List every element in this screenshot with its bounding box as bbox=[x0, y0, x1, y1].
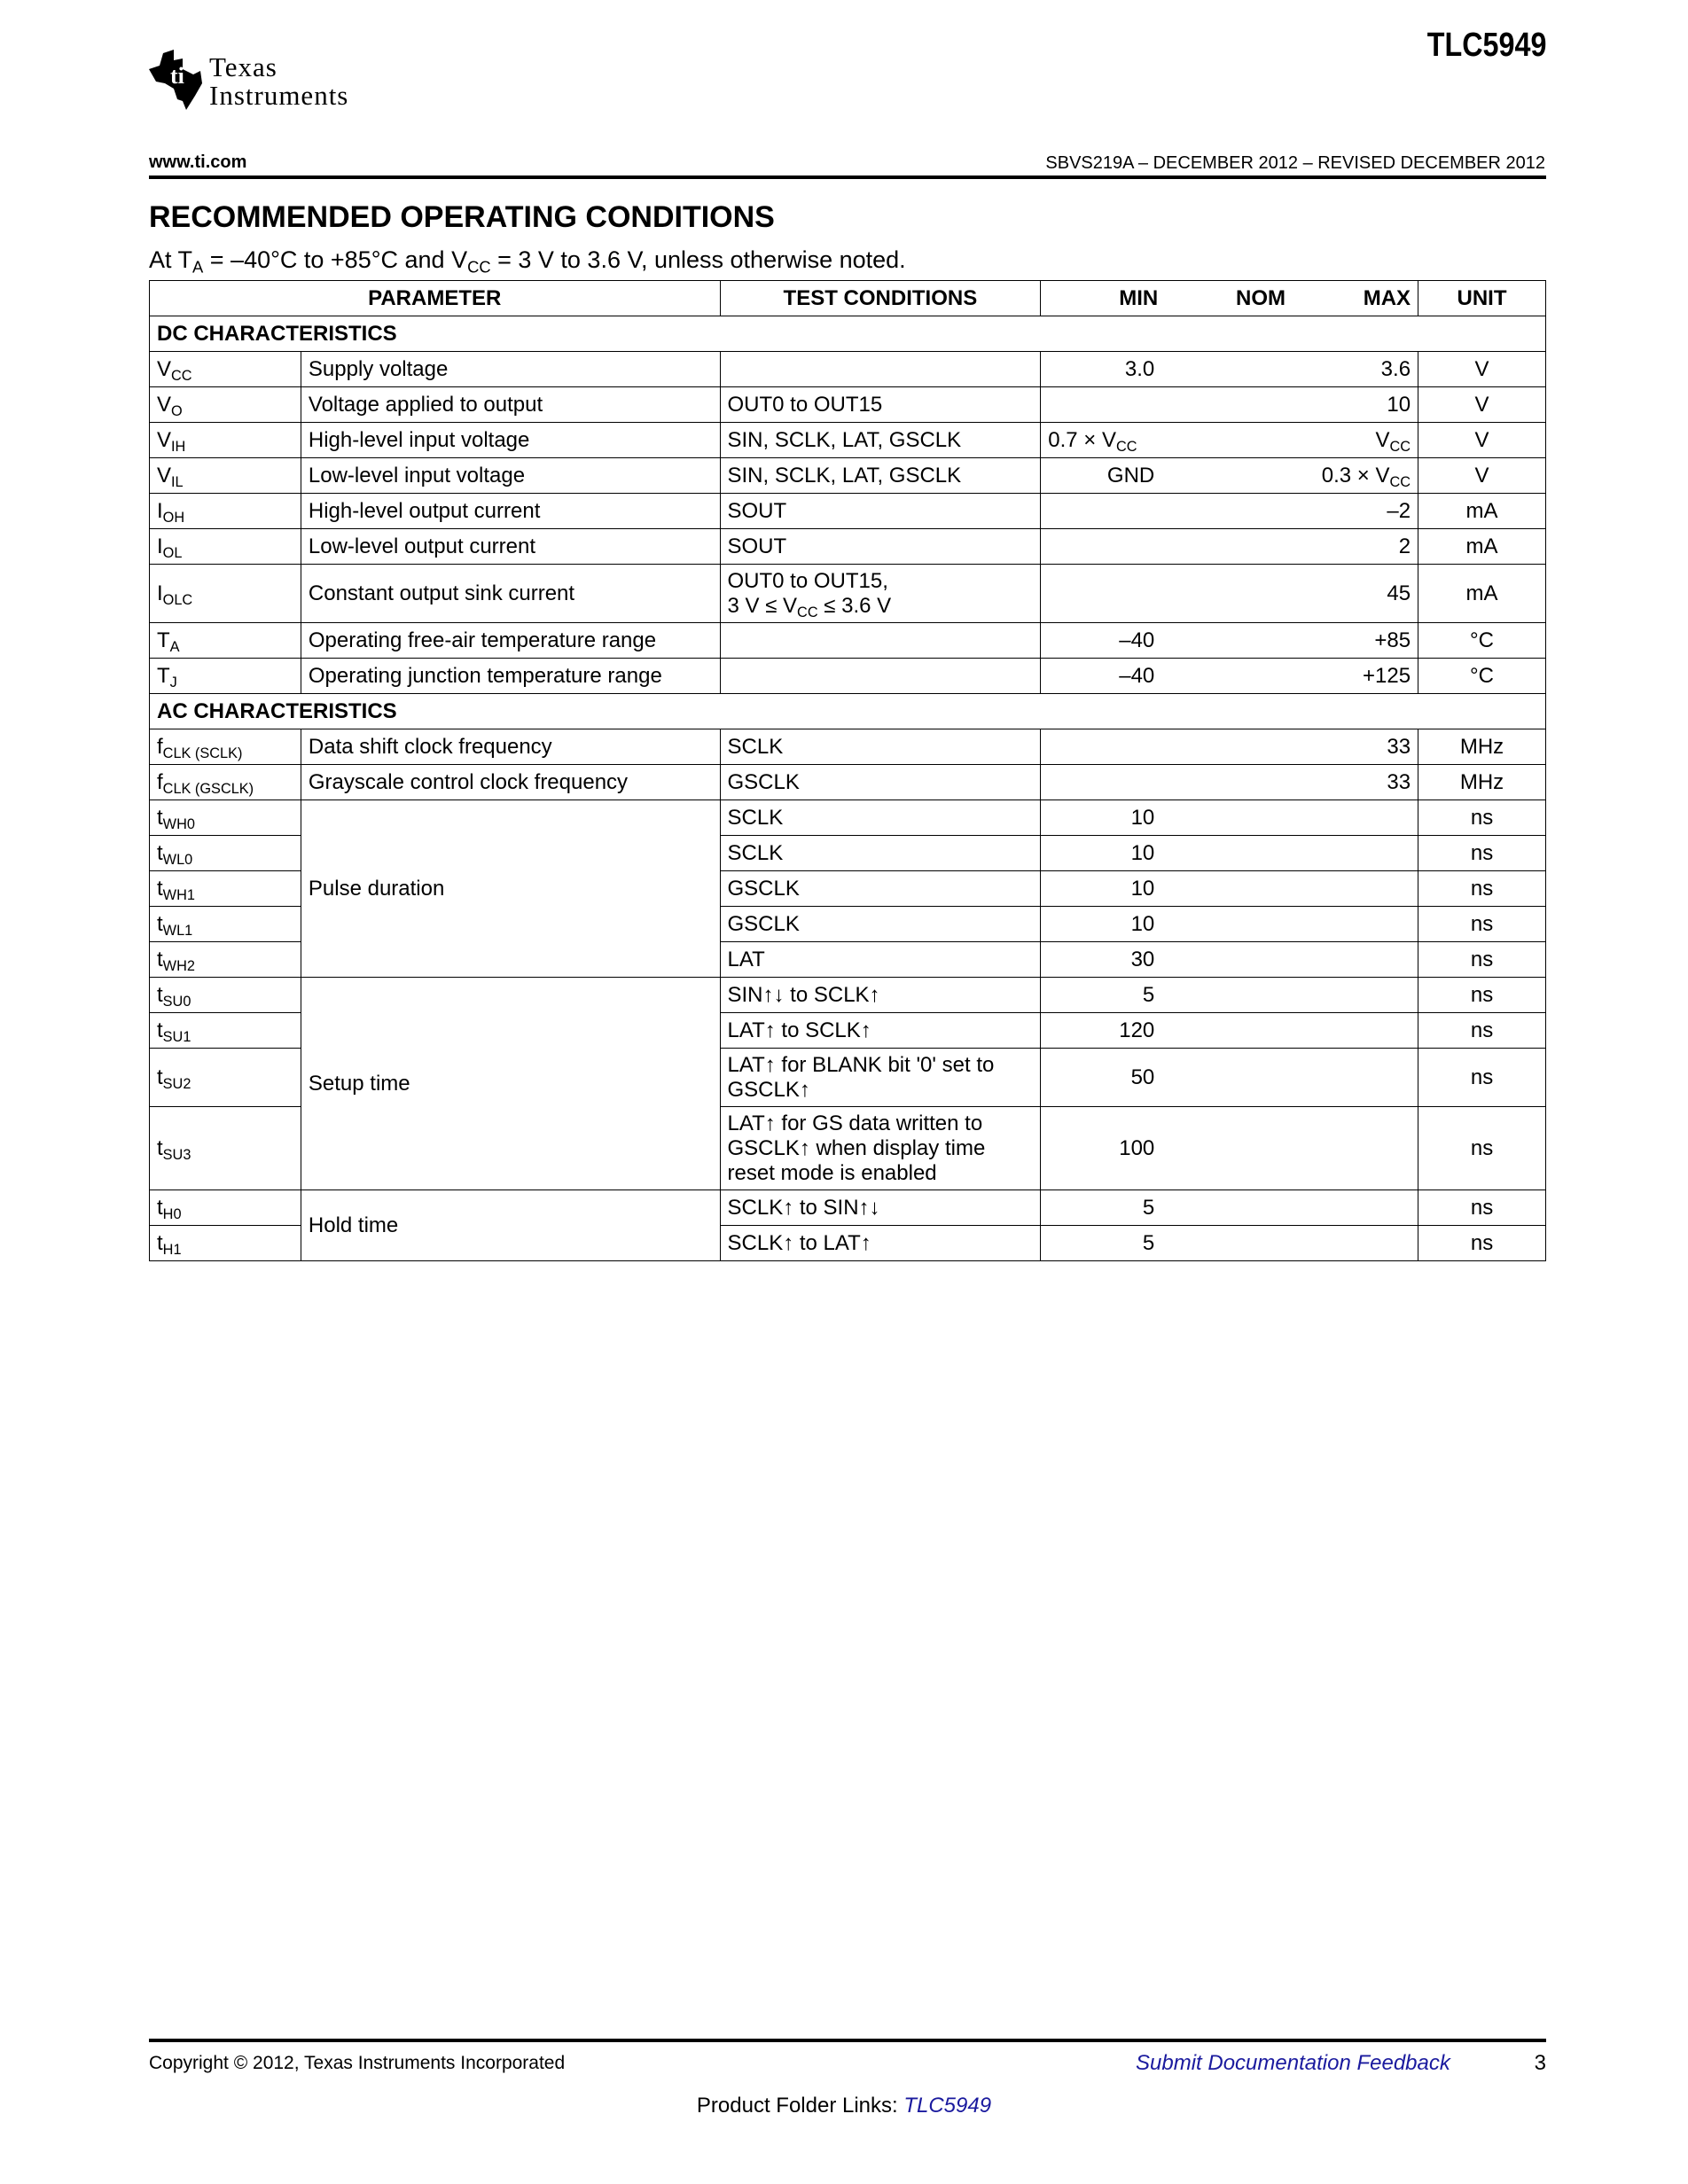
param-symbol: $V_{CC}$ bbox=[150, 352, 301, 387]
min-nom-max: 3.0 3.6 bbox=[1041, 352, 1418, 387]
min-value: 5 bbox=[1041, 978, 1418, 1013]
param-symbol: $T_A$ bbox=[150, 623, 301, 659]
section-row bbox=[150, 316, 1546, 352]
param-symbol: $t_{SU2}$ bbox=[150, 1049, 301, 1107]
param-description: Data shift clock frequency bbox=[301, 729, 720, 765]
param-description: Low-level output current bbox=[301, 529, 720, 565]
param-symbol: $t_{WH1}$ bbox=[150, 871, 301, 907]
min-value: 10 bbox=[1041, 800, 1418, 836]
unit: V bbox=[1418, 352, 1546, 387]
test-condition: LAT bbox=[720, 942, 1041, 978]
table-row bbox=[150, 659, 1546, 694]
unit: V bbox=[1418, 423, 1546, 458]
test-condition bbox=[720, 623, 1041, 659]
param-symbol: $t_{H1}$ bbox=[150, 1226, 301, 1261]
unit: V bbox=[1418, 458, 1546, 494]
table-row bbox=[150, 765, 1546, 800]
test-condition: GSCLK bbox=[720, 871, 1041, 907]
header-min-nom-max bbox=[1041, 281, 1418, 316]
test-condition: SCLK bbox=[720, 729, 1041, 765]
param-symbol: $I_{OLC}$ bbox=[150, 565, 301, 623]
unit: ns bbox=[1418, 800, 1546, 836]
ac-characteristics-heading: AC CHARACTERISTICS bbox=[150, 694, 1546, 729]
table-row bbox=[150, 529, 1546, 565]
unit: ns bbox=[1418, 1049, 1546, 1107]
unit: ns bbox=[1418, 907, 1546, 942]
section-row bbox=[150, 694, 1546, 729]
unit: mA bbox=[1418, 494, 1546, 529]
test-condition: SCLK bbox=[720, 800, 1041, 836]
header-nom: NOM bbox=[1235, 285, 1286, 310]
param-symbol: $V_{IH}$ bbox=[150, 423, 301, 458]
param-description: Hold time bbox=[301, 1190, 720, 1261]
table-row bbox=[150, 800, 1546, 836]
min-value: 10 bbox=[1041, 871, 1418, 907]
table-row bbox=[150, 494, 1546, 529]
unit: ns bbox=[1418, 871, 1546, 907]
header-rule bbox=[149, 176, 1546, 179]
test-condition: SIN, SCLK, LAT, GSCLK bbox=[720, 458, 1041, 494]
submit-feedback-link[interactable]: Submit Documentation Feedback bbox=[1136, 2051, 1450, 2075]
header-unit: UNIT bbox=[1418, 281, 1546, 316]
table-row bbox=[150, 352, 1546, 387]
unit: V bbox=[1418, 387, 1546, 423]
min-nom-max: –40 +85 bbox=[1041, 623, 1418, 659]
param-description: Setup time bbox=[301, 978, 720, 1190]
table-row bbox=[150, 978, 1546, 1013]
min-value: 5 bbox=[1041, 1190, 1418, 1226]
part-number: TLC5949 bbox=[1426, 27, 1546, 64]
param-symbol: $t_{SU3}$ bbox=[150, 1107, 301, 1190]
test-condition: SIN↑↓ to SCLK↑ bbox=[720, 978, 1041, 1013]
test-condition: SOUT bbox=[720, 529, 1041, 565]
test-condition: LAT↑ to SCLK↑ bbox=[720, 1013, 1041, 1049]
section-title: RECOMMENDED OPERATING CONDITIONS bbox=[149, 200, 775, 234]
operating-conditions-table bbox=[149, 280, 1546, 1261]
unit: mA bbox=[1418, 529, 1546, 565]
ti-logo-icon bbox=[147, 48, 204, 112]
product-folder-links bbox=[0, 2094, 1688, 2118]
unit: ns bbox=[1418, 978, 1546, 1013]
site-link[interactable]: www.ti.com bbox=[149, 152, 247, 172]
ti-logo bbox=[147, 46, 413, 117]
table-row bbox=[150, 729, 1546, 765]
param-symbol: $I_{OH}$ bbox=[150, 494, 301, 529]
unit: ns bbox=[1418, 1107, 1546, 1190]
header-min: MIN bbox=[1119, 285, 1159, 310]
min-nom-max: GND $0.3 \times V_{CC}$ bbox=[1041, 458, 1418, 494]
table-row bbox=[150, 623, 1546, 659]
header-parameter: PARAMETER bbox=[150, 281, 721, 316]
max-value: 2 bbox=[1041, 529, 1418, 565]
test-condition: OUT0 to OUT15 bbox=[720, 387, 1041, 423]
unit: ns bbox=[1418, 1013, 1546, 1049]
logo-line-2: Instruments bbox=[209, 80, 349, 111]
min-nom-max: –40 +125 bbox=[1041, 659, 1418, 694]
svg-text:ti: ti bbox=[170, 63, 184, 89]
copyright: Copyright © 2012, Texas Instruments Incorporated bbox=[149, 2053, 566, 2073]
param-symbol: $T_J$ bbox=[150, 659, 301, 694]
dc-characteristics-heading: DC CHARACTERISTICS bbox=[150, 316, 1546, 352]
test-condition: SCLK↑ to LAT↑ bbox=[720, 1226, 1041, 1261]
test-condition bbox=[720, 352, 1041, 387]
max-value: 10 bbox=[1041, 387, 1418, 423]
unit: °C bbox=[1418, 659, 1546, 694]
table-row bbox=[150, 458, 1546, 494]
header-test-conditions: TEST CONDITIONS bbox=[720, 281, 1041, 316]
unit: °C bbox=[1418, 623, 1546, 659]
min-value: 120 bbox=[1041, 1013, 1418, 1049]
param-symbol: $t_{SU1}$ bbox=[150, 1013, 301, 1049]
param-symbol: $t_{WL1}$ bbox=[150, 907, 301, 942]
param-symbol: $t_{SU0}$ bbox=[150, 978, 301, 1013]
min-value: 10 bbox=[1041, 907, 1418, 942]
unit: MHz bbox=[1418, 765, 1546, 800]
param-description: Operating free-air temperature range bbox=[301, 623, 720, 659]
header-max: MAX bbox=[1363, 285, 1411, 310]
unit: mA bbox=[1418, 565, 1546, 623]
test-condition: SCLK↑ to SIN↑↓ bbox=[720, 1190, 1041, 1226]
param-description: Pulse duration bbox=[301, 800, 720, 978]
unit: MHz bbox=[1418, 729, 1546, 765]
min-value: 5 bbox=[1041, 1226, 1418, 1261]
param-symbol: $t_{WH0}$ bbox=[150, 800, 301, 836]
table-row bbox=[150, 565, 1546, 623]
table-header-row bbox=[150, 281, 1546, 316]
test-condition: LAT↑ for GS data written to GSCLK↑ when display time reset mode is enabled bbox=[720, 1107, 1041, 1190]
test-condition: SCLK bbox=[720, 836, 1041, 871]
min-value: 30 bbox=[1041, 942, 1418, 978]
min-value: 100 bbox=[1041, 1107, 1418, 1190]
param-description: Voltage applied to output bbox=[301, 387, 720, 423]
param-symbol: $V_{IL}$ bbox=[150, 458, 301, 494]
document-id: SBVS219A – DECEMBER 2012 – REVISED DECEMBER 2012 bbox=[1045, 153, 1545, 173]
unit: ns bbox=[1418, 1190, 1546, 1226]
param-symbol: $I_{OL}$ bbox=[150, 529, 301, 565]
param-symbol: $V_O$ bbox=[150, 387, 301, 423]
test-condition: SOUT bbox=[720, 494, 1041, 529]
max-value: –2 bbox=[1041, 494, 1418, 529]
param-symbol: $f_{CLK (GSCLK)}$ bbox=[150, 765, 301, 800]
table-row bbox=[150, 1190, 1546, 1226]
operating-conditions-note: At $T_A = -40^\circ C$ to +85°C and $V_{CC} = 3$ V to 3.6 V, unless otherwise noted. bbox=[149, 246, 906, 277]
max-value: 33 bbox=[1041, 729, 1418, 765]
min-value: 50 bbox=[1041, 1049, 1418, 1107]
unit: ns bbox=[1418, 836, 1546, 871]
param-description: Low-level input voltage bbox=[301, 458, 720, 494]
min-nom-max: $0.7 \times V_{CC}$ $V_{CC}$ bbox=[1041, 423, 1418, 458]
param-description: Constant output sink current bbox=[301, 565, 720, 623]
test-condition: OUT0 to OUT15, 3 $V \le V_{CC} \le 3.6$ V bbox=[720, 565, 1041, 623]
page-number: 3 bbox=[1534, 2051, 1546, 2075]
test-condition bbox=[720, 659, 1041, 694]
max-value: 33 bbox=[1041, 765, 1418, 800]
product-folder-link[interactable]: TLC5949 bbox=[903, 2094, 992, 2118]
folder-label: Product Folder Links: bbox=[696, 2094, 904, 2118]
footer-rule bbox=[149, 2039, 1546, 2042]
table-row bbox=[150, 423, 1546, 458]
unit: ns bbox=[1418, 942, 1546, 978]
param-symbol: $f_{CLK (SCLK)}$ bbox=[150, 729, 301, 765]
param-description: High-level output current bbox=[301, 494, 720, 529]
param-description: High-level input voltage bbox=[301, 423, 720, 458]
test-condition: GSCLK bbox=[720, 765, 1041, 800]
param-symbol: $t_{H0}$ bbox=[150, 1190, 301, 1226]
param-description: Grayscale control clock frequency bbox=[301, 765, 720, 800]
test-condition: GSCLK bbox=[720, 907, 1041, 942]
param-description: Supply voltage bbox=[301, 352, 720, 387]
max-value: 45 bbox=[1041, 565, 1418, 623]
test-condition: SIN, SCLK, LAT, GSCLK bbox=[720, 423, 1041, 458]
logo-line-1: Texas bbox=[209, 51, 277, 82]
unit: ns bbox=[1418, 1226, 1546, 1261]
param-symbol: $t_{WL0}$ bbox=[150, 836, 301, 871]
test-condition: LAT↑ for BLANK bit '0' set to GSCLK↑ bbox=[720, 1049, 1041, 1107]
min-value: 10 bbox=[1041, 836, 1418, 871]
table-row bbox=[150, 387, 1546, 423]
param-symbol: $t_{WH2}$ bbox=[150, 942, 301, 978]
param-description: Operating junction temperature range bbox=[301, 659, 720, 694]
